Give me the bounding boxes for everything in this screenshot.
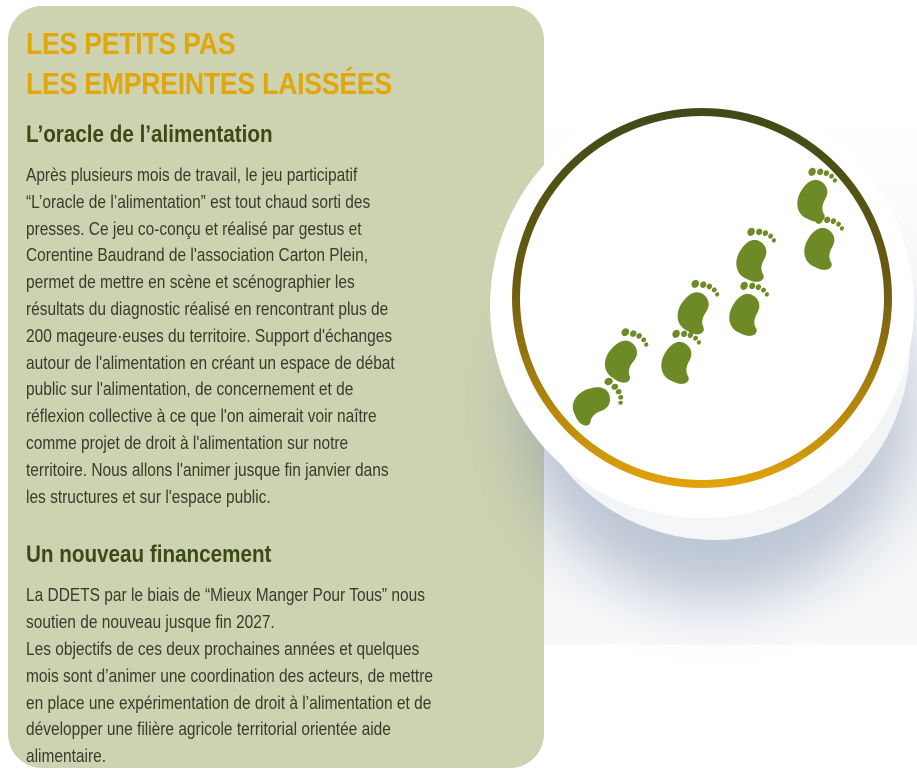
footprint-2 [794,210,853,274]
footprint-5 [667,274,728,338]
title-line-1: LES PETITS PAS [26,26,236,61]
text-line: en place une expérimentation de droit à l’alimentation et de [26,692,432,713]
text-line: soutien de nouveau jusque fin 2027. [26,612,275,633]
title-line-2: LES EMPREINTES LAISSÉES [26,66,392,101]
footprint-4 [719,276,778,340]
footprints-icon [490,94,914,518]
text-line: La DDETS par le biais de “Mieux Manger Pour Tous” nous [26,585,425,606]
page-title [26,24,526,104]
text-line: les structures et sur l'espace public. [26,486,271,507]
text-line: 200 mageure·euses du territoire. Support d'échanges [26,325,393,346]
text-line: Après plusieurs mois de travail, le jeu participatif [26,165,358,185]
text-line: autour de l'alimentation en créant un espace de débat [26,352,395,373]
footprint-6 [651,324,710,388]
text-line: alimentaire. [26,746,107,767]
text-panel [8,6,544,768]
oracle-heading: L’oracle de l’alimentation [26,121,273,148]
funding-heading: Un nouveau financement [26,541,272,569]
text-line: presses. Ce jeu co-conçu et réalisé par gestus et [26,218,362,239]
text-line: public sur l'alimentation, de concernement et de [26,379,354,400]
oracle-paragraph [26,162,508,510]
footprint-8 [567,375,629,428]
text-line: comme projet de droit à l'alimentation sur notre [26,432,349,453]
footprint-3 [726,222,785,286]
text-line: Corentine Baudrand de l'association Carton Plein, [26,245,369,266]
text-line: territoire. Nous allons l'animer jusque fin janvier dans [26,459,389,480]
text-line: mois sont d’animer une coordination des acteurs, de mettre [26,665,433,686]
footprint-1 [787,162,846,226]
text-line: développer une filière agricole territorial orientée aide [26,719,391,740]
text-line: réflexion collective à ce que l'on aimerait voir naître [26,406,377,427]
text-line: permet de mettre en scène et scénographier les [26,272,355,293]
footprint-group [567,162,853,428]
footprint-7 [595,323,657,387]
text-line: résultats du diagnostic réalisé en rencontrant plus de [26,298,389,319]
text-line: Les objectifs de ces deux prochaines années et quelques [26,638,420,659]
text-line: “L’oracle de l’alimentation” est tout chaud sorti des [26,191,371,212]
funding-paragraph [26,582,508,770]
